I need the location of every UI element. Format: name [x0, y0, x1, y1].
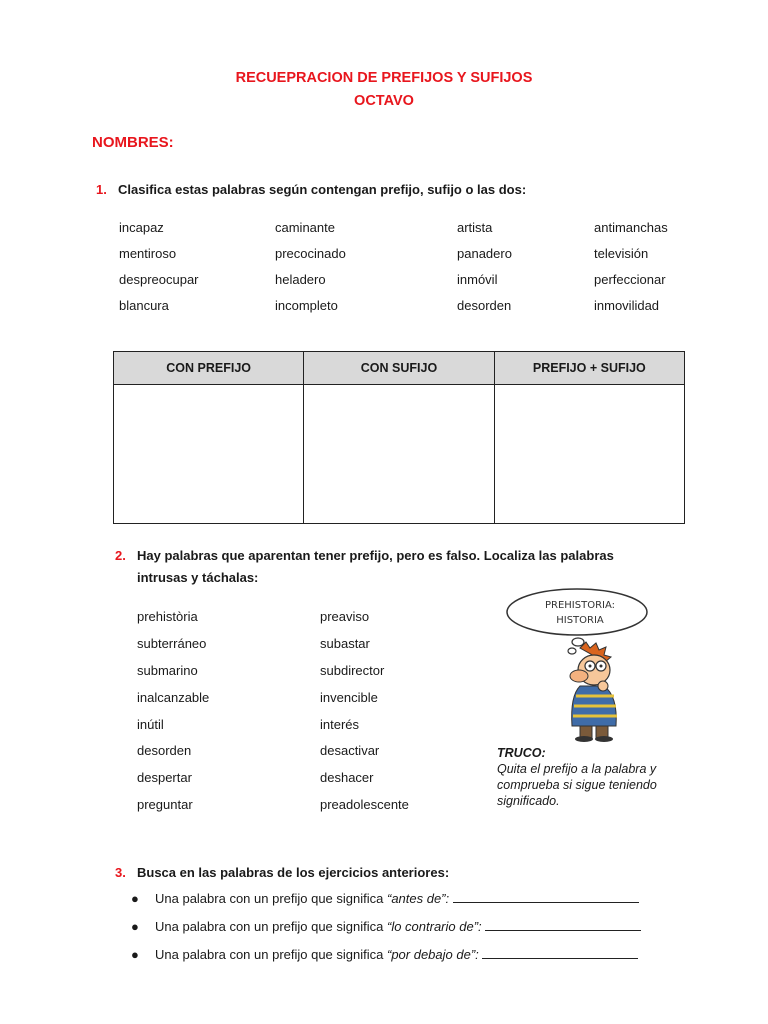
- word-item: televisión: [594, 246, 649, 261]
- header-con-sufijo: CON SUFIJO: [304, 352, 494, 385]
- word-item[interactable]: inalcanzable: [137, 690, 210, 705]
- word-item: inmóvil: [457, 272, 498, 287]
- word-item[interactable]: subterráneo: [137, 636, 207, 651]
- worksheet-title: RECUEPRACION DE PREFIJOS Y SUFIJOS: [235, 70, 533, 86]
- word-item[interactable]: despertar: [137, 770, 192, 785]
- word-item: mentiroso: [119, 246, 177, 261]
- tip-text: Quita el prefijo a la palabra y comprueba si sigue teniendo significado.: [497, 762, 657, 808]
- list-item: [131, 947, 638, 962]
- answer-cell-prefijo[interactable]: [114, 385, 304, 524]
- question-2-text-line1: Hay palabras que aparentan tener prefijo, pero es falso. Localiza las palabras: [137, 548, 614, 563]
- word-item: precocinado: [275, 246, 346, 261]
- word-item[interactable]: preguntar: [137, 797, 193, 812]
- bullet-icon: ●: [131, 919, 139, 934]
- meaning-3: “por debajo de”:: [386, 947, 479, 962]
- question-2-text-line2: intrusas y táchalas:: [137, 570, 259, 585]
- question-3-text: Busca en las palabras de los ejercicios anteriores:: [137, 865, 450, 880]
- word-item: inmovilidad: [594, 298, 660, 313]
- word-item[interactable]: subastar: [320, 636, 370, 651]
- word-item[interactable]: prehistòria: [137, 609, 198, 624]
- bullet-prefix: Una palabra con un prefijo que significa: [155, 919, 387, 934]
- word-item: incompleto: [275, 298, 338, 313]
- answer-line-1[interactable]: [453, 891, 639, 903]
- word-item: heladero: [275, 272, 326, 287]
- word-item: caminante: [275, 220, 335, 235]
- list-item: [131, 919, 641, 934]
- word-item: perfeccionar: [594, 272, 666, 287]
- answer-line-3[interactable]: [482, 947, 638, 959]
- question-2-number: 2.: [115, 548, 126, 563]
- header-con-prefijo: CON PREFIJO: [114, 352, 304, 385]
- word-item: antimanchas: [594, 220, 668, 235]
- word-item: panadero: [457, 246, 512, 261]
- word-item[interactable]: desactivar: [320, 743, 380, 758]
- bullet-icon: ●: [131, 891, 139, 906]
- question-3: [115, 865, 449, 880]
- word-item[interactable]: inútil: [137, 717, 164, 732]
- tip-label: TRUCO:: [497, 746, 546, 760]
- word-item[interactable]: deshacer: [320, 770, 374, 785]
- word-item[interactable]: submarino: [137, 663, 198, 678]
- question-1-text: Clasifica estas palabras según contengan prefijo, sufijo o las dos:: [118, 182, 527, 197]
- bubble-text-1: PREHISTORIA:: [544, 600, 616, 611]
- word-item[interactable]: subdirector: [320, 663, 385, 678]
- meaning-1: “antes de”:: [386, 891, 450, 906]
- word-item: desorden: [457, 298, 512, 313]
- meaning-2: “lo contrario de”:: [386, 919, 482, 934]
- word-item: blancura: [119, 298, 169, 313]
- question-1: [96, 182, 526, 197]
- question-2: [115, 548, 614, 563]
- word-item[interactable]: interés: [320, 717, 360, 732]
- bullet-icon: ●: [131, 947, 139, 962]
- answer-line-2[interactable]: [485, 919, 641, 931]
- question-1-number: 1.: [96, 182, 107, 197]
- word-item[interactable]: preaviso: [320, 609, 370, 624]
- bubble-text-2: HISTORIA: [556, 615, 604, 626]
- word-item[interactable]: desorden: [137, 743, 192, 758]
- word-item[interactable]: invencible: [320, 690, 378, 705]
- bullet-prefix: Una palabra con un prefijo que significa: [155, 891, 387, 906]
- word-item: incapaz: [119, 220, 164, 235]
- answer-cell-prefijo-sufijo[interactable]: [494, 385, 684, 524]
- header-prefijo-sufijo: PREFIJO + SUFIJO: [494, 352, 684, 385]
- list-item: [131, 891, 639, 906]
- question-3-number: 3.: [115, 865, 126, 880]
- classification-table: [113, 351, 685, 524]
- names-label: NOMBRES:: [92, 134, 174, 151]
- bullet-prefix: Una palabra con un prefijo que significa: [155, 947, 387, 962]
- word-item: artista: [457, 220, 493, 235]
- word-item: despreocupar: [119, 272, 199, 287]
- answer-cell-sufijo[interactable]: [304, 385, 494, 524]
- tip-box: [497, 745, 677, 809]
- worksheet-subtitle: OCTAVO: [354, 93, 414, 109]
- thinking-student-illustration: [500, 586, 660, 742]
- word-item[interactable]: preadolescente: [320, 797, 409, 812]
